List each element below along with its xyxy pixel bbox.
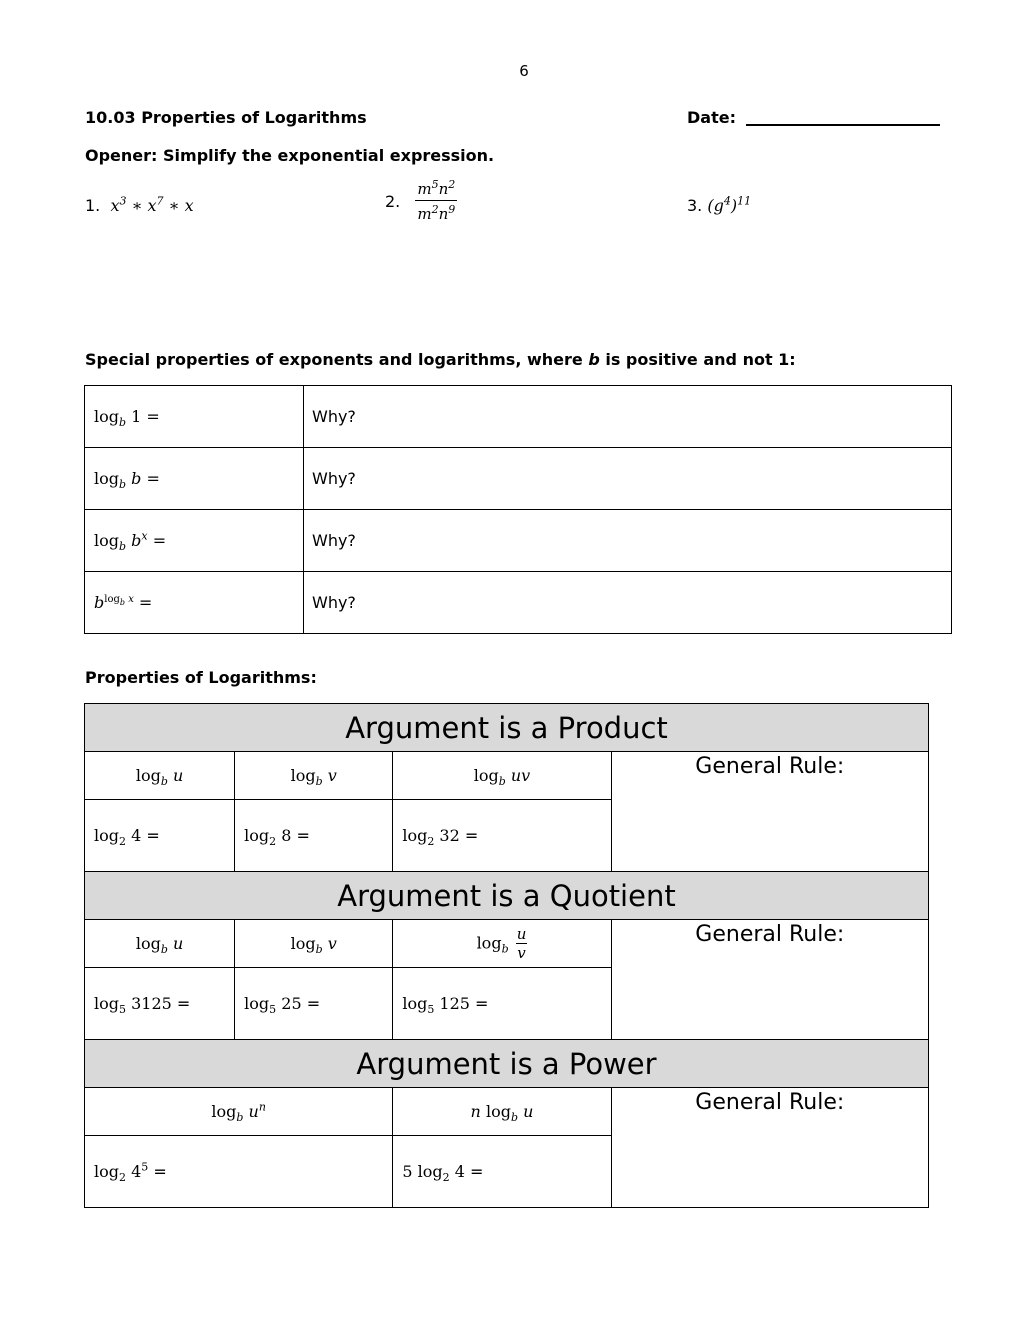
title-text: Properties of Logarithms (141, 108, 367, 127)
problem-expression: $(g^4)^{11}$ (707, 194, 752, 215)
table-row (85, 920, 929, 968)
power-header-n-log-u: n $\log_b u$ (393, 1088, 611, 1136)
why-cell[interactable]: Why? (304, 386, 952, 448)
opener-instructions: Opener: Simplify the exponential expression. (85, 146, 495, 165)
quotient-general-rule[interactable]: General Rule: (611, 920, 928, 1040)
quotient-header-log-v: $\log_b v$ (235, 920, 393, 968)
table-row (85, 386, 952, 448)
product-header-log-u: $\log_b u$ (85, 752, 235, 800)
power-example-2[interactable]: 5 $\log_2 4$ = (393, 1136, 611, 1208)
quotient-example-1[interactable]: $\log_5 3125$ = (85, 968, 235, 1040)
quotient-title: Argument is a Quotient (85, 872, 929, 920)
table-row (85, 510, 952, 572)
table-row (85, 752, 929, 800)
problem-number: 3. (687, 196, 703, 215)
date-blank-line[interactable] (746, 124, 940, 126)
quotient-example-2[interactable]: $\log_5 25$ = (235, 968, 393, 1040)
power-title: Argument is a Power (85, 1040, 929, 1088)
product-general-rule[interactable]: General Rule: (611, 752, 928, 872)
power-example-1[interactable]: $\log_2 4^5$ = (85, 1136, 393, 1208)
power-header-log-u-n: $\log_b u^n$ (85, 1088, 393, 1136)
quotient-section-header (85, 872, 929, 920)
log-b-1-cell[interactable]: $\log_b 1$ = (85, 386, 304, 448)
quotient-header-log-u: $\log_b u$ (85, 920, 235, 968)
problem-number: 2. (385, 192, 401, 211)
log-b-b-cell[interactable]: $\log_b b$ = (85, 448, 304, 510)
table-row (85, 572, 952, 634)
product-section-header (85, 704, 929, 752)
page-number: 6 (519, 62, 529, 80)
special-properties-table (84, 385, 952, 634)
page-title (85, 108, 367, 127)
opener-problem-1 (85, 196, 194, 215)
quotient-header-log-u-over-v: $\log_b$ $\frac{u}{v}$ (393, 920, 611, 968)
power-section-header (85, 1040, 929, 1088)
why-cell[interactable]: Why? (304, 572, 952, 634)
product-example-3[interactable]: $\log_2 32$ = (393, 800, 611, 872)
special-properties-heading: Special properties of exponents and logarithms, where b is positive and not 1: (85, 350, 796, 369)
problem-expression: $\frac{m^5n^2}{m^2n^9}$ (417, 178, 456, 223)
why-cell[interactable]: Why? (304, 510, 952, 572)
table-row (85, 448, 952, 510)
product-header-log-v: $\log_b v$ (235, 752, 393, 800)
date-label: Date: (687, 108, 736, 127)
product-example-2[interactable]: $\log_2 8$ = (235, 800, 393, 872)
properties-heading: Properties of Logarithms: (85, 668, 317, 687)
log-b-bx-cell[interactable]: $\log_b b^x$ = (85, 510, 304, 572)
why-cell[interactable]: Why? (304, 448, 952, 510)
product-title: Argument is a Product (85, 704, 929, 752)
problem-number: 1. (85, 196, 101, 215)
problem-expression: $x^3$ ∗ $x^7$ ∗ x (105, 194, 194, 215)
quotient-example-3[interactable]: $\log_5 125$ = (393, 968, 611, 1040)
table-row (85, 1088, 929, 1136)
product-header-log-uv: $\log_b$ uv (393, 752, 611, 800)
opener-problem-2 (385, 180, 457, 223)
b-log-b-x-cell[interactable]: $b^{log_b x}$ = (85, 572, 304, 634)
product-example-1[interactable]: $\log_2 4$ = (85, 800, 235, 872)
power-general-rule[interactable]: General Rule: (611, 1088, 928, 1208)
title-number: 10.03 (85, 108, 136, 127)
opener-problem-3 (687, 196, 751, 215)
properties-table (84, 703, 929, 1208)
